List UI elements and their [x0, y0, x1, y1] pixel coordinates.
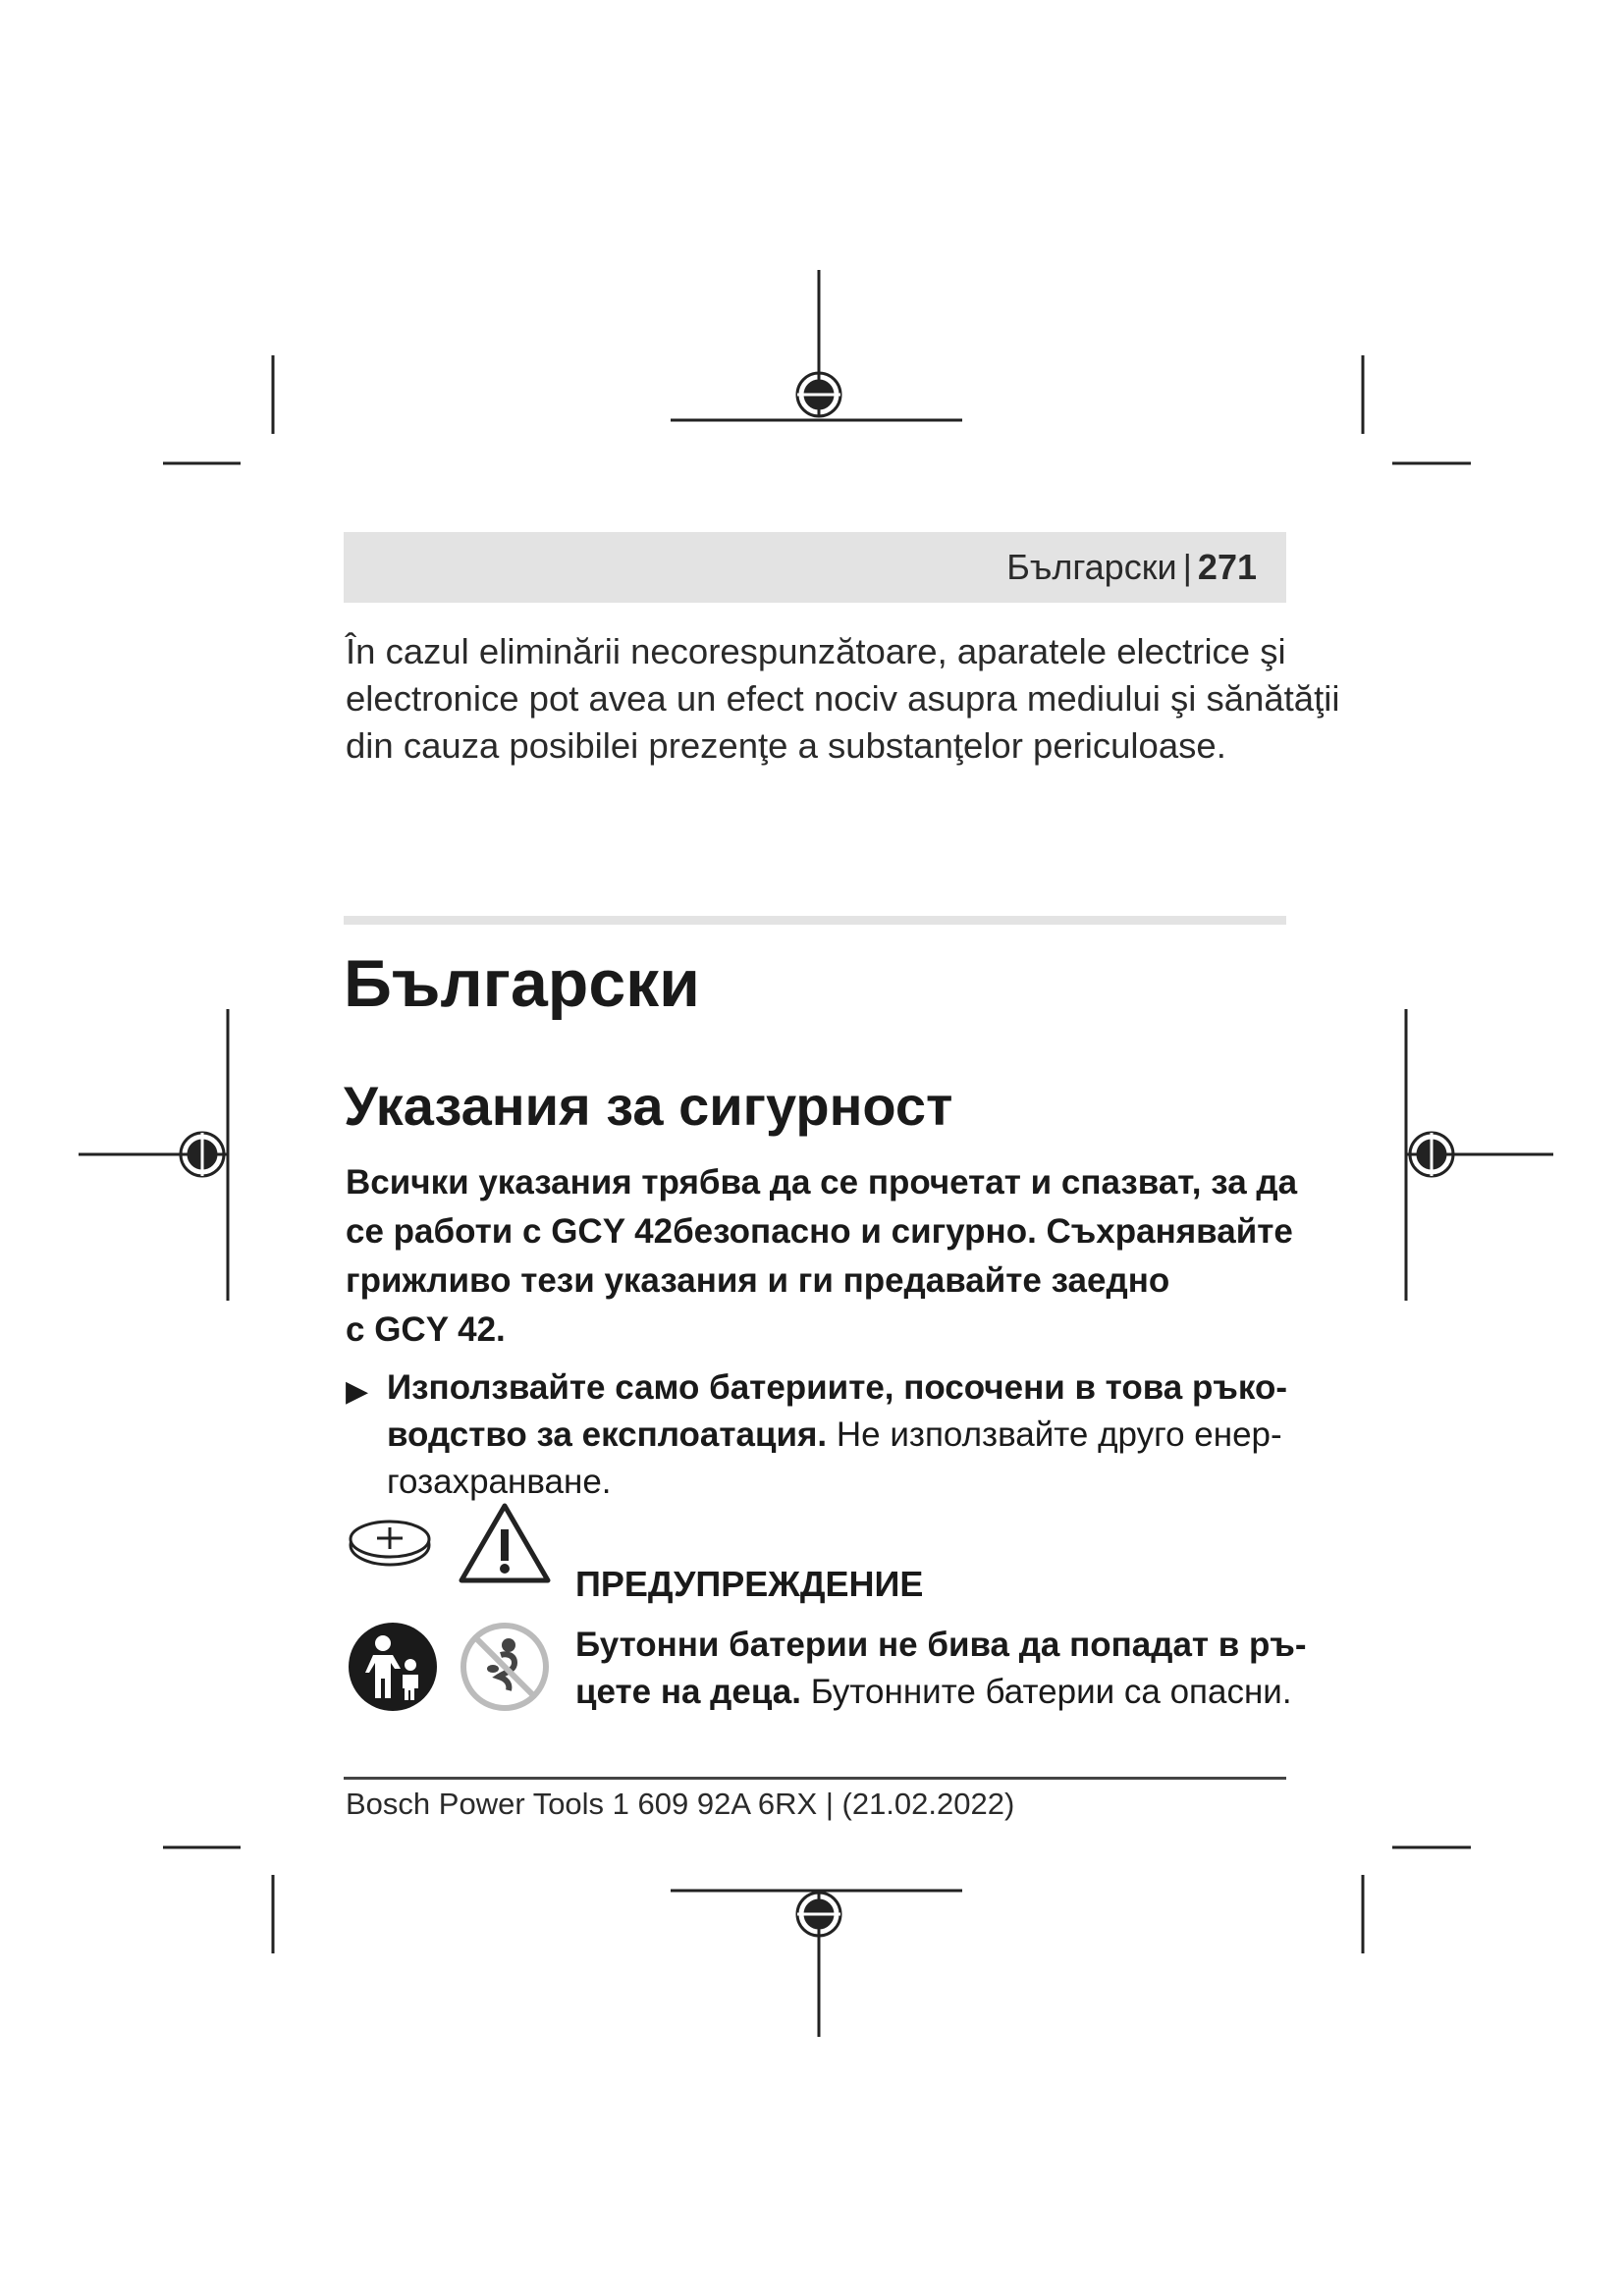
- section-divider: [344, 916, 1286, 925]
- bullet-line-bold: Използвайте само батериите, посочени в това ръко-: [387, 1368, 1287, 1407]
- warning-line-bold: цете на деца.: [575, 1673, 801, 1711]
- warning-line-bold: Бутонни батерии не бива да попадат в ръ-: [575, 1626, 1307, 1664]
- intro-line: Всички указания трябва да се прочетат и спазват, за да: [346, 1163, 1298, 1201]
- warning-text: [575, 1622, 1307, 1716]
- page-header: [1006, 548, 1257, 587]
- paragraph-line: În cazul eliminării necorespunzătoare, aparatele electrice şi: [346, 631, 1286, 671]
- warning-heading: ПРЕДУПРЕЖДЕНИЕ: [575, 1564, 924, 1604]
- bullet-line-text: гозахранване.: [387, 1463, 612, 1501]
- page-number: 271: [1197, 547, 1257, 587]
- paragraph-line: din cauza posibilei prezenţe a substanţelor periculoase.: [346, 725, 1226, 766]
- section-subtitle: Указания за сигурност: [344, 1075, 953, 1137]
- romanian-disposal-paragraph: [346, 628, 1340, 770]
- bullet-line-text: Не използвайте друго енер-: [827, 1415, 1282, 1454]
- intro-line: с GCY 42.: [346, 1310, 506, 1349]
- keep-away-from-children-icon: [346, 1620, 440, 1714]
- do-not-swallow-icon: [458, 1620, 552, 1714]
- bullet-arrow-icon: ▶: [346, 1375, 369, 1408]
- intro-line: грижливо тези указания и ги предавайте заедно: [346, 1261, 1170, 1300]
- warning-triangle-icon: [458, 1502, 552, 1586]
- safety-intro: [346, 1158, 1298, 1355]
- page-footer: Bosch Power Tools 1 609 92A 6RX | (21.02.2022): [346, 1787, 1015, 1821]
- section-title: Български: [344, 946, 700, 1021]
- button-cell-battery-icon: [346, 1516, 434, 1571]
- header-separator: |: [1182, 547, 1192, 587]
- page-header-bar: [344, 532, 1286, 603]
- warning-line-text: Бутонните батерии са опасни.: [801, 1673, 1292, 1711]
- intro-line: се работи с GCY 42безопасно и сигурно. Съхранявайте: [346, 1212, 1293, 1251]
- battery-instruction: [387, 1364, 1290, 1506]
- footer-rule: [344, 1777, 1286, 1780]
- paragraph-line: electronice pot avea un efect nociv asupra mediului şi sănătăţii: [346, 678, 1340, 719]
- header-language: Български: [1006, 547, 1177, 587]
- bullet-line-bold: водство за експлоатация.: [387, 1415, 828, 1454]
